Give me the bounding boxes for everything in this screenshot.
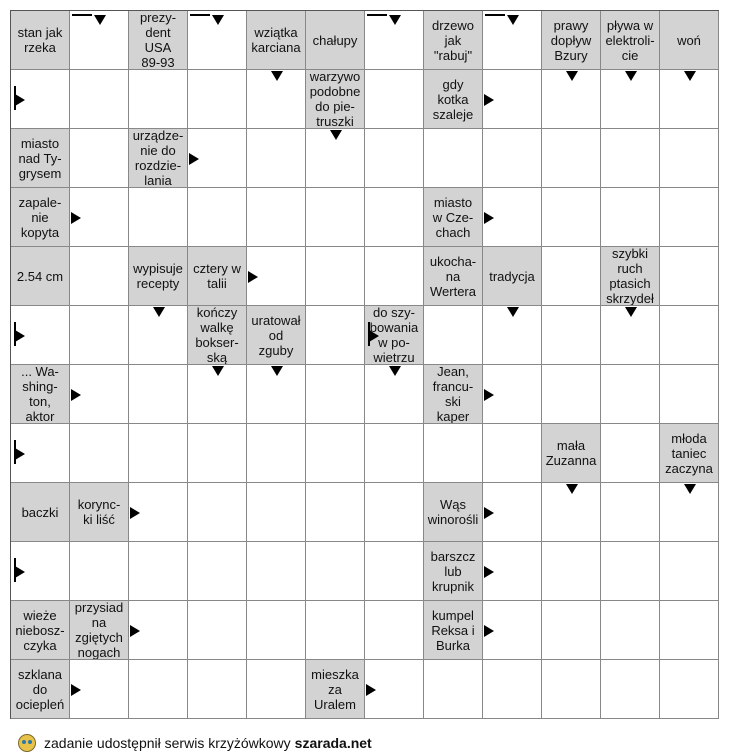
clue-cell: [424, 365, 483, 424]
answer-cell[interactable]: [660, 601, 719, 660]
clue-cell: [188, 306, 247, 365]
answer-cell[interactable]: [306, 483, 365, 542]
answer-cell[interactable]: [601, 188, 660, 247]
clue-text: barszcz lub krupnik: [430, 548, 476, 594]
answer-cell[interactable]: [542, 542, 601, 601]
arrow-right-icon: [71, 389, 81, 401]
answer-cell[interactable]: [70, 70, 129, 129]
answer-cell[interactable]: [306, 247, 365, 306]
clue-text: woń: [677, 32, 701, 48]
arrow-down-icon: [625, 307, 637, 317]
clue-text: ... Wa- shing- ton, aktor: [21, 365, 59, 424]
clue-text: młoda taniec zaczyna: [665, 430, 713, 476]
answer-cell[interactable]: [306, 306, 365, 365]
arrow-right-icon: [130, 507, 140, 519]
arrow-right-icon: [484, 625, 494, 637]
clue-text: wziątka karciana: [251, 25, 301, 55]
answer-cell[interactable]: [601, 365, 660, 424]
answer-cell[interactable]: [660, 660, 719, 719]
clue-text: pływa w elektroli- cie: [605, 17, 655, 63]
clue-cell: [11, 129, 70, 188]
clue-cell: [11, 660, 70, 719]
answer-cell[interactable]: [424, 660, 483, 719]
arrow-right-icon: [484, 389, 494, 401]
arrow-down-icon: [330, 130, 342, 140]
bracket-icon: [485, 14, 505, 16]
answer-cell[interactable]: [601, 129, 660, 188]
clue-text: wypisuje recepty: [133, 261, 183, 291]
arrow-down-icon: [389, 366, 401, 376]
answer-cell[interactable]: [542, 129, 601, 188]
clue-cell: [129, 129, 188, 188]
answer-cell[interactable]: [660, 365, 719, 424]
arrow-down-icon: [566, 484, 578, 494]
crossword-board: [10, 10, 719, 719]
arrow-down-icon: [212, 15, 224, 25]
arrow-down-icon: [389, 15, 401, 25]
clue-cell: [70, 601, 129, 660]
arrow-right-icon: [484, 566, 494, 578]
answer-cell[interactable]: [660, 306, 719, 365]
arrow-down-icon: [684, 484, 696, 494]
answer-cell[interactable]: [542, 188, 601, 247]
clue-cell: [424, 601, 483, 660]
clue-text: przysiad na zgiętych nogach: [74, 601, 124, 660]
clue-text: stan jak rzeka: [17, 25, 63, 55]
answer-cell[interactable]: [70, 129, 129, 188]
bracket-icon: [72, 14, 92, 16]
arrow-right-icon: [248, 271, 258, 283]
answer-cell[interactable]: [247, 424, 306, 483]
clue-text: do szy- bowania w po- wietrzu: [369, 306, 419, 365]
answer-cell[interactable]: [660, 247, 719, 306]
clue-text: prawy dopływ Bzury: [550, 17, 592, 63]
clue-text: Jean, francu- ski kaper: [432, 365, 474, 424]
answer-cell[interactable]: [247, 188, 306, 247]
clue-text: ukocha- na Wertera: [429, 253, 477, 299]
answer-cell[interactable]: [188, 542, 247, 601]
answer-cell[interactable]: [247, 129, 306, 188]
clue-text: Wąs winorośli: [427, 497, 479, 527]
answer-cell[interactable]: [188, 188, 247, 247]
answer-cell[interactable]: [306, 424, 365, 483]
answer-cell[interactable]: [601, 660, 660, 719]
arrow-down-icon: [507, 15, 519, 25]
answer-cell[interactable]: [365, 188, 424, 247]
clue-cell: [247, 306, 306, 365]
clue-cell: [424, 188, 483, 247]
arrow-right-icon: [369, 330, 379, 342]
arrow-down-icon: [625, 71, 637, 81]
answer-cell[interactable]: [483, 424, 542, 483]
clue-cell: [306, 11, 365, 70]
answer-cell[interactable]: [483, 660, 542, 719]
clue-text: warzywo podobne do pie- truszki: [309, 70, 361, 129]
clue-cell: [11, 247, 70, 306]
answer-cell[interactable]: [542, 247, 601, 306]
clue-text: szybki ruch ptasich skrzydeł: [606, 247, 654, 306]
clue-cell: [542, 11, 601, 70]
clue-cell: [601, 11, 660, 70]
answer-cell[interactable]: [70, 247, 129, 306]
footer-text: zadanie udostępnił serwis krzyżówkowy: [44, 735, 291, 751]
arrow-down-icon: [271, 71, 283, 81]
clue-text: kumpel Reksa i Burka: [431, 607, 475, 653]
clue-cell: [660, 11, 719, 70]
arrow-down-icon: [212, 366, 224, 376]
answer-cell[interactable]: [70, 424, 129, 483]
answer-cell[interactable]: [129, 70, 188, 129]
answer-cell[interactable]: [601, 483, 660, 542]
answer-cell[interactable]: [129, 365, 188, 424]
answer-cell[interactable]: [247, 601, 306, 660]
clue-text: szklana do ociepleń: [15, 666, 65, 712]
clue-cell: [11, 11, 70, 70]
clue-cell: [424, 542, 483, 601]
answer-cell[interactable]: [424, 129, 483, 188]
clue-cell: [129, 11, 188, 70]
answer-cell[interactable]: [542, 601, 601, 660]
arrow-right-icon: [71, 212, 81, 224]
answer-cell[interactable]: [542, 365, 601, 424]
arrow-right-icon: [130, 625, 140, 637]
clue-cell: [424, 247, 483, 306]
clue-text: wieże niebosz- czyka: [15, 607, 65, 653]
clue-cell: [247, 11, 306, 70]
answer-cell[interactable]: [306, 188, 365, 247]
bracket-icon: [367, 14, 387, 16]
answer-cell[interactable]: [129, 424, 188, 483]
clue-text: baczki: [21, 504, 59, 520]
arrow-right-icon: [15, 448, 25, 460]
clue-text: kończy walkę bokser- ską: [195, 306, 239, 365]
clue-cell: [129, 247, 188, 306]
clue-cell: [424, 70, 483, 129]
arrow-down-icon: [94, 15, 106, 25]
answer-cell[interactable]: [483, 129, 542, 188]
answer-cell[interactable]: [247, 542, 306, 601]
answer-cell[interactable]: [188, 483, 247, 542]
answer-cell[interactable]: [601, 424, 660, 483]
answer-cell[interactable]: [129, 188, 188, 247]
answer-cell[interactable]: [188, 424, 247, 483]
clue-text: 2.54 cm: [16, 268, 64, 284]
clue-cell: [11, 601, 70, 660]
arrow-down-icon: [271, 366, 283, 376]
arrow-right-icon: [15, 94, 25, 106]
arrow-right-icon: [15, 330, 25, 342]
clue-text: gdy kotka szaleje: [432, 76, 474, 122]
arrow-down-icon: [684, 71, 696, 81]
footer-brand[interactable]: szarada.net: [294, 735, 372, 751]
answer-cell[interactable]: [542, 660, 601, 719]
answer-cell[interactable]: [365, 483, 424, 542]
clue-text: mała Zuzanna: [545, 438, 597, 468]
answer-cell[interactable]: [247, 660, 306, 719]
clue-text: korync- ki liść: [77, 497, 121, 527]
answer-cell[interactable]: [365, 70, 424, 129]
arrow-right-icon: [484, 212, 494, 224]
clue-text: miasto nad Ty- grysem: [18, 135, 62, 181]
answer-cell[interactable]: [365, 542, 424, 601]
answer-cell[interactable]: [424, 306, 483, 365]
clue-text: mieszka za Uralem: [311, 666, 359, 712]
arrow-right-icon: [15, 566, 25, 578]
arrow-down-icon: [566, 71, 578, 81]
answer-cell[interactable]: [601, 542, 660, 601]
clue-text: zapale- nie kopyta: [18, 194, 62, 240]
answer-cell[interactable]: [306, 542, 365, 601]
clue-cell: [601, 247, 660, 306]
arrow-right-icon: [366, 684, 376, 696]
clue-cell: [306, 70, 365, 129]
answer-cell[interactable]: [188, 660, 247, 719]
arrow-right-icon: [189, 153, 199, 165]
answer-cell[interactable]: [660, 129, 719, 188]
answer-cell[interactable]: [601, 601, 660, 660]
answer-cell[interactable]: [188, 70, 247, 129]
clue-cell: [188, 247, 247, 306]
answer-cell[interactable]: [365, 247, 424, 306]
clue-cell: [11, 188, 70, 247]
answer-cell[interactable]: [660, 542, 719, 601]
clue-cell: [542, 424, 601, 483]
clue-text: miasto w Cze- chach: [432, 194, 474, 240]
clue-cell: [660, 424, 719, 483]
arrow-down-icon: [153, 307, 165, 317]
footer: [18, 732, 372, 754]
answer-cell[interactable]: [365, 601, 424, 660]
clue-cell: [424, 483, 483, 542]
arrow-right-icon: [484, 94, 494, 106]
clue-text: chałupy: [312, 32, 358, 48]
answer-cell[interactable]: [424, 424, 483, 483]
clue-text: cztery w talii: [193, 261, 241, 291]
bracket-icon: [190, 14, 210, 16]
answer-cell[interactable]: [542, 306, 601, 365]
answer-cell[interactable]: [70, 542, 129, 601]
answer-cell[interactable]: [365, 424, 424, 483]
clue-cell: [483, 247, 542, 306]
answer-cell[interactable]: [306, 365, 365, 424]
owl-logo-icon: [18, 734, 36, 752]
answer-cell[interactable]: [70, 306, 129, 365]
clue-cell: [424, 11, 483, 70]
clue-text: drzewo jak "rabuj": [432, 17, 474, 63]
answer-cell[interactable]: [129, 660, 188, 719]
clue-cell: [11, 483, 70, 542]
clue-text: uratował od zguby: [251, 312, 301, 358]
clue-cell: [11, 365, 70, 424]
clue-cell: [70, 483, 129, 542]
answer-cell[interactable]: [129, 542, 188, 601]
answer-cell[interactable]: [247, 483, 306, 542]
clue-text: tradycja: [489, 268, 535, 284]
clue-text: prezy- dent USA 89-93: [139, 11, 177, 70]
arrow-down-icon: [507, 307, 519, 317]
answer-cell[interactable]: [660, 188, 719, 247]
answer-cell[interactable]: [365, 129, 424, 188]
clue-cell: [306, 660, 365, 719]
arrow-right-icon: [71, 684, 81, 696]
answer-cell[interactable]: [306, 601, 365, 660]
answer-cell[interactable]: [188, 601, 247, 660]
clue-text: urządze- nie do rozdzie- lania: [132, 129, 184, 188]
arrow-right-icon: [484, 507, 494, 519]
